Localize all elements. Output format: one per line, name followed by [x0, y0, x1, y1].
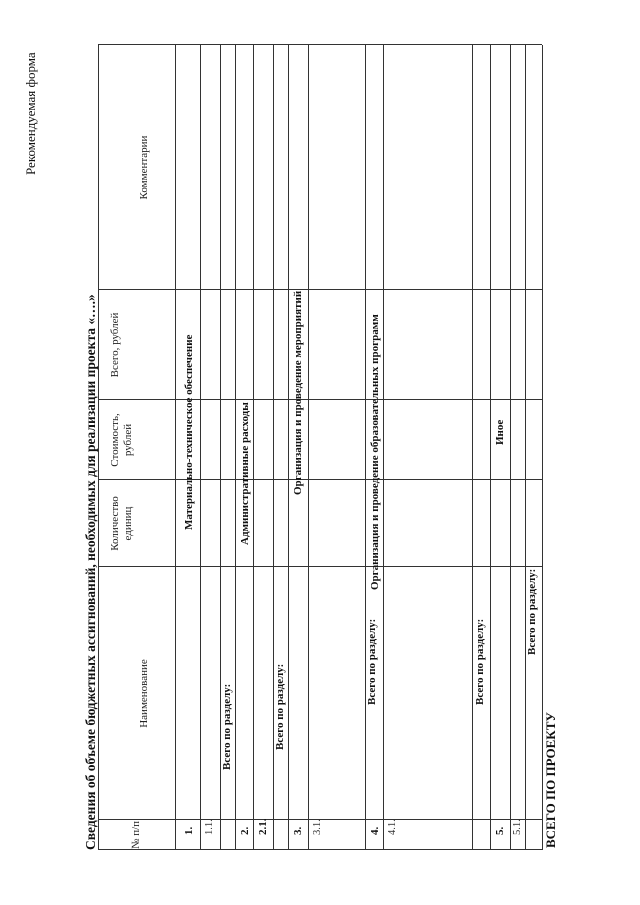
section-number: 3.	[292, 826, 304, 835]
document-title: Сведения об объеме бюджетных ассигнований, необходимых для реализации проекта «….»	[83, 294, 98, 850]
column-header-total: Всего, рублей	[109, 312, 121, 378]
subsection-number: 1.1.	[204, 819, 215, 835]
section-number: 2.	[239, 826, 251, 835]
column-header-cost: Стоимость, рублей	[109, 413, 134, 467]
section-title: Организация и проведение образовательных программ	[369, 314, 381, 590]
row-rule	[308, 45, 309, 850]
row-rule	[510, 45, 511, 850]
section-number: 5.	[494, 826, 506, 835]
row-rule	[365, 45, 366, 850]
section-title: Материально-техническое обеспечение	[183, 334, 195, 530]
section-total-label: Всего по разделу:	[474, 618, 486, 705]
subsection-number: 2.1.	[257, 818, 269, 835]
column-rule	[98, 399, 542, 400]
column-header-qty: Количество единиц	[109, 496, 134, 551]
table-border-top	[98, 45, 99, 850]
section-total-label: Всего по разделу:	[221, 683, 233, 770]
section-title: Иное	[494, 419, 506, 445]
row-rule	[200, 45, 201, 850]
section-title: Административные расходы	[239, 402, 251, 545]
subsection-number: 5.1.	[512, 819, 523, 835]
column-header-name: Наименование	[138, 659, 150, 728]
section-number: 1.	[183, 826, 195, 835]
rotated-page	[10, 30, 610, 890]
subsection-number: 3.1.	[312, 819, 323, 835]
row-rule	[525, 45, 526, 850]
grand-total-label: ВСЕГО ПО ПРОЕКТУ	[543, 712, 558, 848]
section-title: Организация и проведение мероприятий	[292, 290, 304, 495]
row-rule	[490, 45, 491, 850]
subsection-number: 4.1.	[387, 819, 398, 835]
row-rule	[383, 45, 384, 850]
column-header-comment: Комментарии	[138, 135, 150, 200]
table-border-left	[98, 849, 542, 850]
column-rule	[98, 479, 542, 480]
row-rule	[253, 45, 254, 850]
section-number: 4.	[369, 826, 381, 835]
row-rule	[235, 45, 236, 850]
header-row-bottom	[175, 45, 176, 850]
column-header-num: № п/п	[130, 820, 142, 850]
column-rule	[98, 289, 542, 290]
row-rule	[288, 45, 289, 850]
table-border-right	[98, 44, 542, 45]
section-total-label: Всего по разделу:	[366, 618, 378, 705]
section-total-label: Всего по разделу:	[274, 663, 286, 750]
section-total-label: Всего по разделу:	[526, 568, 538, 655]
row-rule	[472, 45, 473, 850]
form-note: Рекомендуемая форма	[23, 52, 38, 175]
column-rule	[98, 566, 542, 567]
